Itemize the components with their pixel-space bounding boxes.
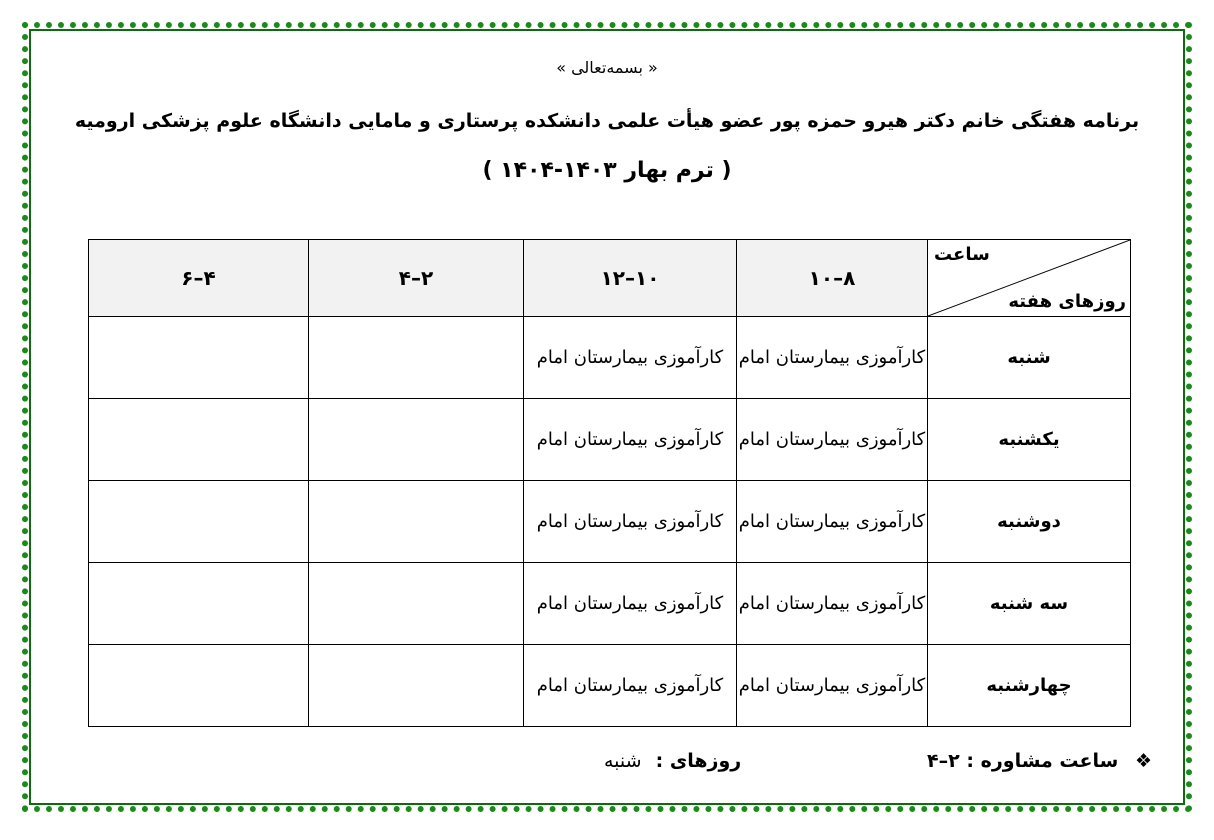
schedule-cell: [89, 317, 309, 399]
page-title: برنامه هفتگی خانم دکتر هیرو حمزه پور عضو هیأت علمی دانشکده پرستاری و مامایی دانشگاه علوم پزشکی ارومیه: [74, 110, 1140, 132]
day-cell: یکشنبه: [928, 399, 1131, 481]
schedule-cell: [524, 481, 737, 563]
column-header: ۲–۴: [309, 240, 524, 317]
schedule-cell: [737, 399, 928, 481]
table-header-row: [89, 240, 1131, 317]
cell-text: کارآموزی بیمارستان امام: [536, 346, 724, 368]
schedule-cell: [524, 317, 737, 399]
weekly-schedule-table: [88, 239, 1131, 727]
schedule-cell: [737, 481, 928, 563]
consultation-label: ساعت مشاوره :: [966, 750, 1119, 772]
consultation-hours: [927, 750, 1152, 772]
consultation-value: ۲–۴: [927, 750, 960, 772]
schedule-cell: [524, 563, 737, 645]
schedule-cell: [737, 645, 928, 727]
cell-text: کارآموزی بیمارستان امام: [738, 346, 926, 368]
day-cell: چهارشنبه: [928, 645, 1131, 727]
cell-text: کارآموزی بیمارستان امام: [536, 510, 724, 532]
schedule-cell: [89, 399, 309, 481]
day-cell: سه شنبه: [928, 563, 1131, 645]
cell-text: کارآموزی بیمارستان امام: [536, 674, 724, 696]
days-value: شنبه: [604, 750, 642, 772]
schedule-cell: [524, 399, 737, 481]
schedule-cell: [309, 563, 524, 645]
schedule-cell: [309, 399, 524, 481]
cell-text: کارآموزی بیمارستان امام: [536, 428, 724, 450]
term-subtitle: ( ترم بهار ۱۴۰۳-۱۴۰۴ ): [482, 158, 732, 183]
table-row: [89, 645, 1131, 727]
schedule-cell: [737, 317, 928, 399]
column-header: ۸–۱۰: [737, 240, 928, 317]
schedule-cell: [309, 481, 524, 563]
bismillah-heading: « بسمه‌تعالی »: [556, 58, 658, 77]
consultation-days: [604, 750, 741, 772]
corner-label-weekdays: روزهای هفته: [1008, 291, 1126, 312]
schedule-cell: [89, 563, 309, 645]
schedule-cell: [89, 645, 309, 727]
corner-label-hour: ساعت: [934, 244, 990, 265]
cell-text: کارآموزی بیمارستان امام: [738, 592, 926, 614]
corner-header-cell: [928, 240, 1131, 317]
days-label: روزهای :: [655, 750, 742, 772]
schedule-cell: [309, 317, 524, 399]
cell-text: کارآموزی بیمارستان امام: [738, 428, 926, 450]
schedule-cell: [309, 645, 524, 727]
day-cell: دوشنبه: [928, 481, 1131, 563]
table-row: [89, 481, 1131, 563]
day-cell: شنبه: [928, 317, 1131, 399]
column-header: ۱۰–۱۲: [524, 240, 737, 317]
table-row: [89, 317, 1131, 399]
cell-text: کارآموزی بیمارستان امام: [738, 510, 926, 532]
table-row: [89, 399, 1131, 481]
diamond-bullet-icon: ❖: [1134, 750, 1152, 772]
schedule-cell: [89, 481, 309, 563]
schedule-cell: [524, 645, 737, 727]
column-header: ۴–۶: [89, 240, 309, 317]
table-row: [89, 563, 1131, 645]
schedule-cell: [737, 563, 928, 645]
cell-text: کارآموزی بیمارستان امام: [536, 592, 724, 614]
cell-text: کارآموزی بیمارستان امام: [738, 674, 926, 696]
